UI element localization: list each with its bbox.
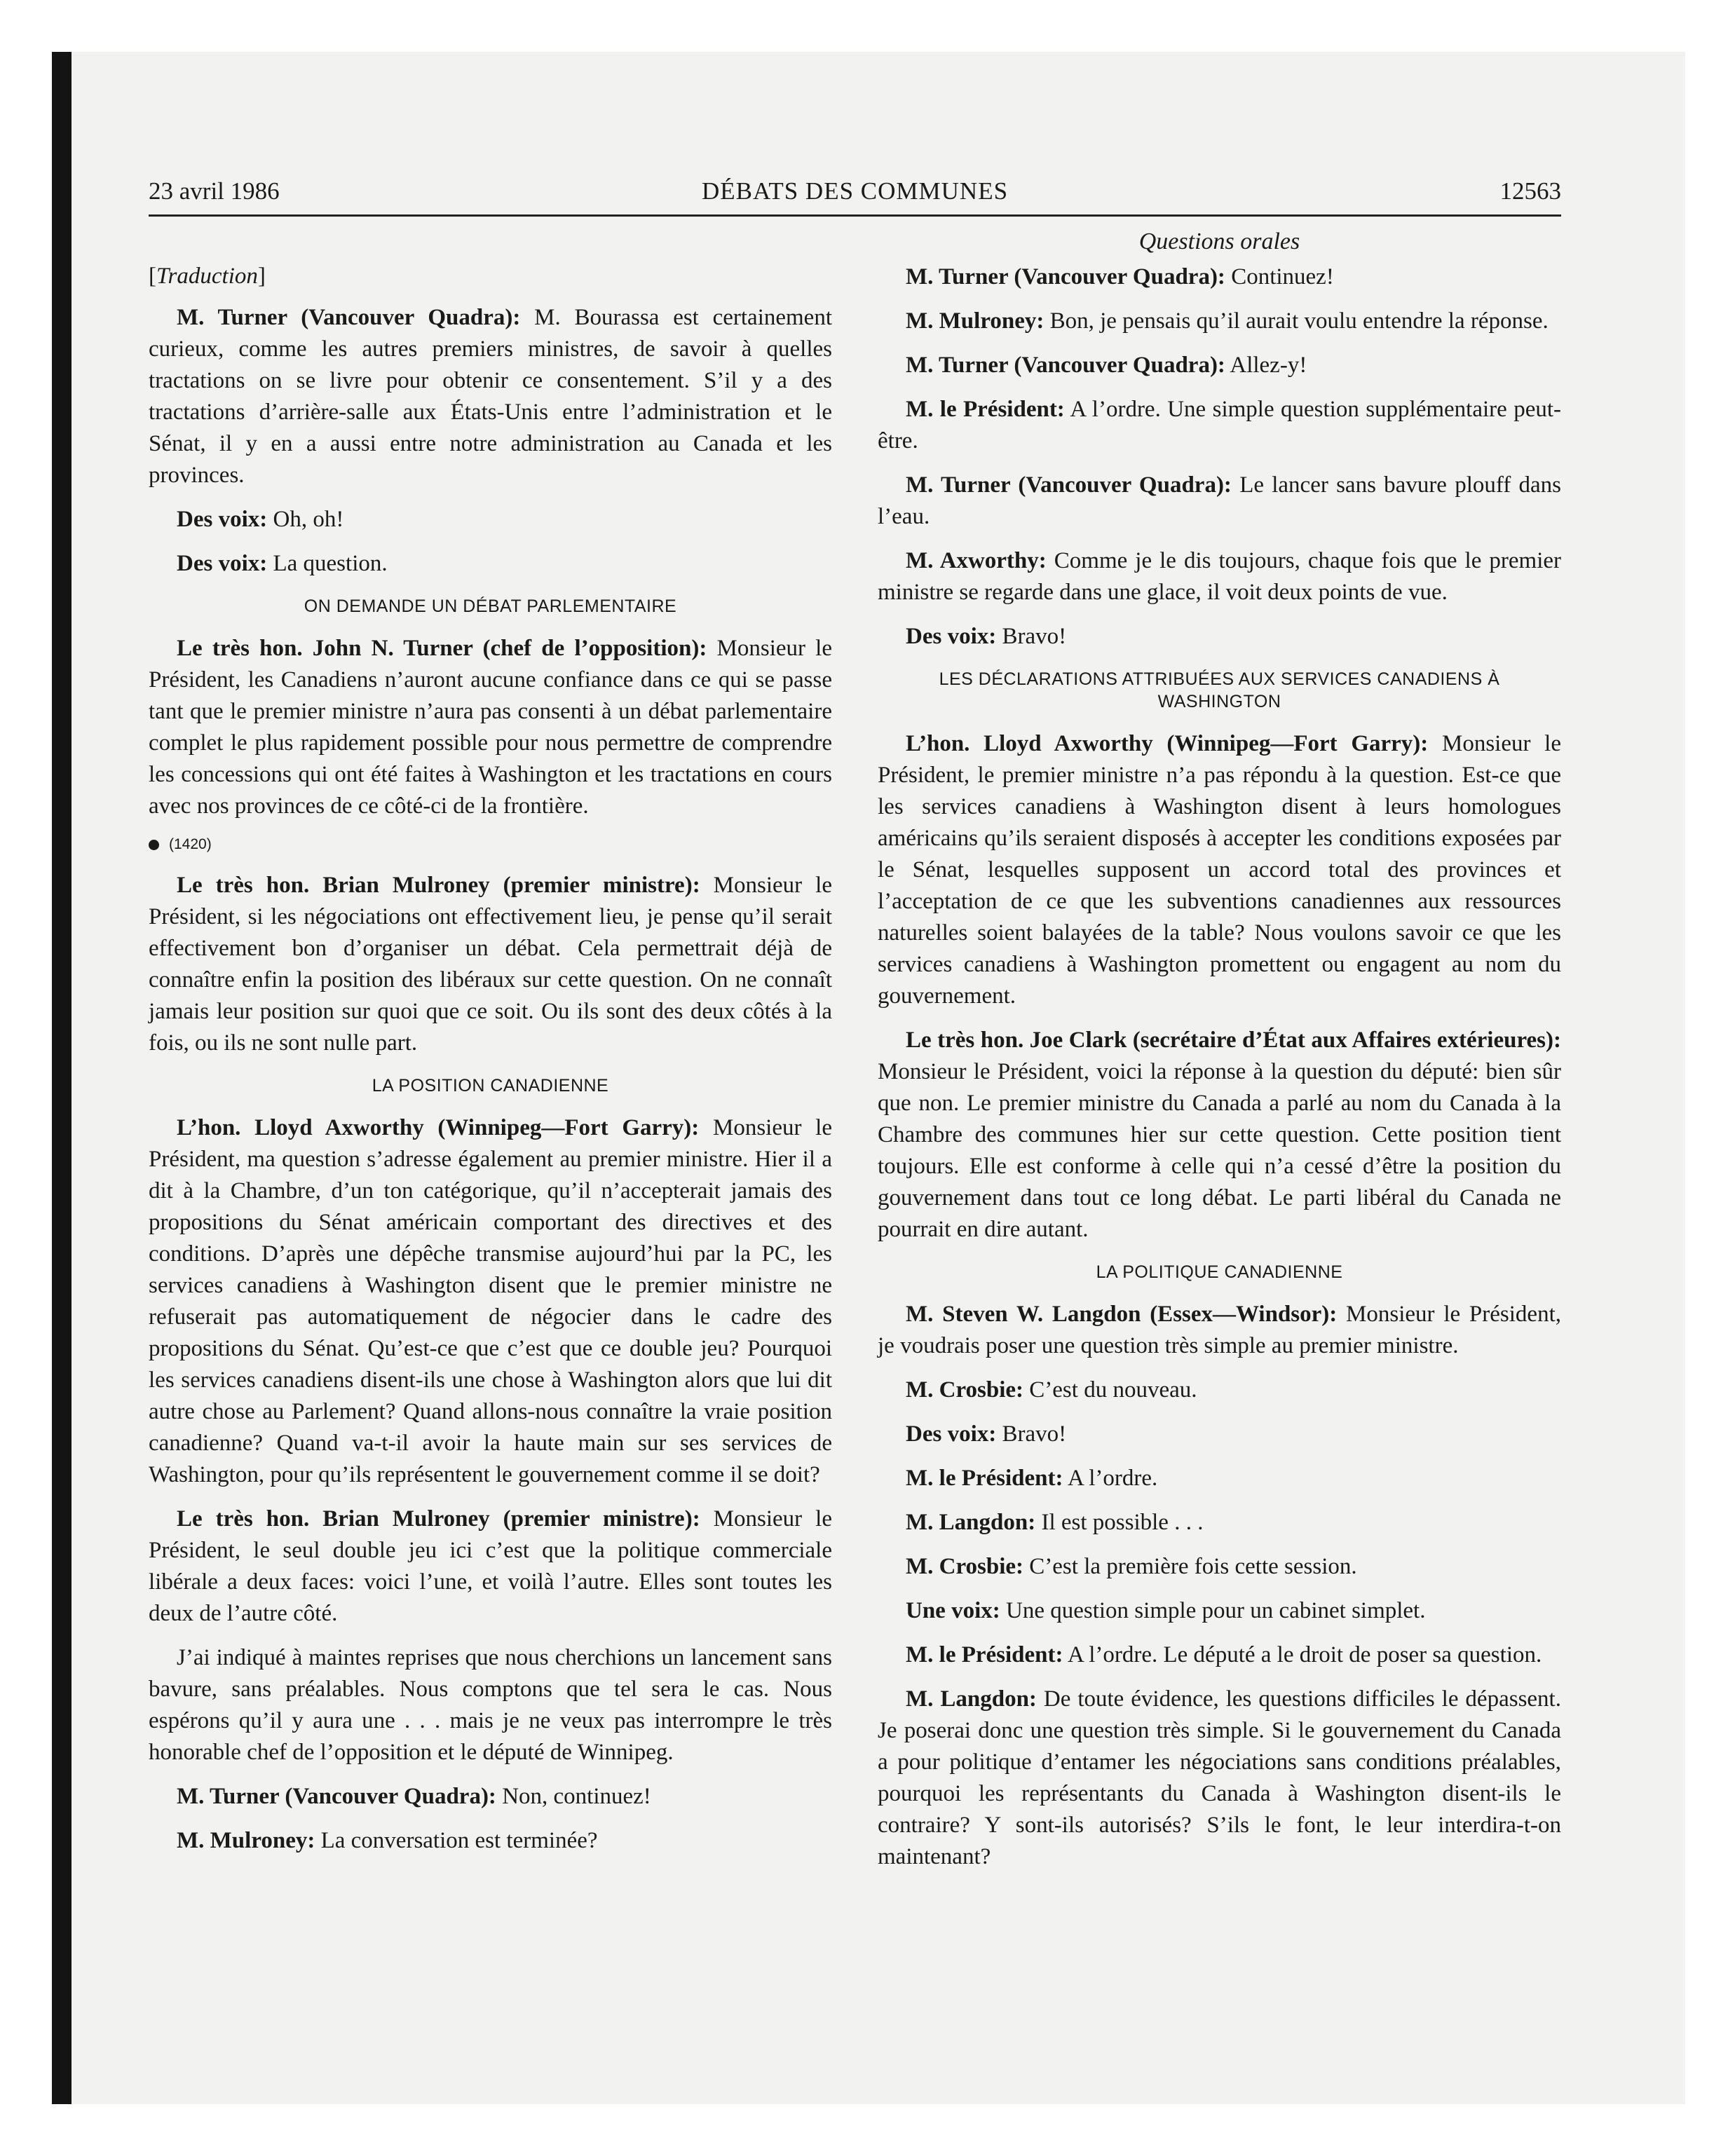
speaker-name: Une voix: [906, 1598, 1000, 1623]
speaker-name: M. Axworthy: [906, 548, 1047, 573]
speaker-name: M. Langdon: [906, 1510, 1036, 1535]
paragraph [878, 1374, 1561, 1406]
paragraph [878, 470, 1561, 533]
speaker-name: Des voix: [906, 624, 997, 649]
left-column [149, 226, 832, 1869]
paragraph [878, 728, 1561, 1012]
speech-text: Monsieur le Président, les Canadiens n’auront aucune confiance dans ce qui se passe tant que le premier ministre n’aura pas consenti à un débat parlementaire complet le plus rapidement possible pour nous permettre de comprendre les concessions qui ont été faites à Washington et les tractations en cours avec nos provinces de ce côté-ci de la frontière. [149, 636, 832, 819]
speech-text: Allez-y! [1225, 353, 1307, 378]
speech-text: Non, continuez! [496, 1784, 651, 1809]
speaker-name: L’hon. Lloyd Axworthy (Winnipeg—Fort Garry): [177, 1115, 700, 1140]
section-title: ON DEMANDE UN DÉBAT PARLEMENTAIRE [304, 596, 677, 616]
speaker-name: Le très hon. Brian Mulroney (premier ministre): [177, 873, 700, 898]
section-title: LES DÉCLARATIONS ATTRIBUÉES AUX SERVICES CANADIENS À WASHINGTON [939, 669, 1500, 711]
speaker-name: M. le Président: [906, 1642, 1063, 1667]
header-date: 23 avril 1986 [149, 177, 280, 205]
speech-text: Monsieur le Président, je voudrais poser une question très simple au premier ministre. [878, 1302, 1561, 1358]
page-header [149, 174, 1561, 217]
speaker-name: M. Turner (Vancouver Quadra): [177, 305, 521, 330]
paragraph [878, 1463, 1561, 1494]
speech-text: Bon, je pensais qu’il aurait voulu entendre la réponse. [1044, 308, 1549, 334]
paragraph [878, 1684, 1561, 1873]
speaker-name: M. Turner (Vancouver Quadra): [906, 264, 1225, 289]
speech-text: M. Bourassa est certainement curieux, comme les autres premiers ministres, de savoir à quelles tractations on se livre pour obtenir ce consentement. S’il y a des tractations d’arrière-salle aux États-Unis entre l’administration et le Sénat, il y en a aussi entre notre administration au Canada et les provinces. [149, 305, 832, 488]
speech-text: Il est possible . . . [1035, 1510, 1204, 1535]
speaker-name: M. Steven W. Langdon (Essex—Windsor): [906, 1302, 1338, 1327]
paragraph [149, 548, 832, 580]
speaker-name: M. Crosbie: [906, 1377, 1024, 1403]
paragraph [878, 1595, 1561, 1627]
speech-text: Monsieur le Président, si les négociations ont effectivement lieu, je pense qu’il serait effectivement bon d’organiser un débat. Cela permettrait déjà de connaître enfin la position des libéraux sur cette question. On ne connaît jamais leur position sur quoi que ce soit. Ou ils sont des deux côtés à la fois, ou ils ne sont nulle part. [149, 873, 832, 1056]
speech-text: C’est la première fois cette session. [1023, 1554, 1357, 1579]
header-title: DÉBATS DES COMMUNES [701, 177, 1009, 205]
speaker-name: M. Crosbie: [906, 1554, 1024, 1579]
speech-text: J’ai indiqué à maintes reprises que nous cherchions un lancement sans bavure, sans préalables. Nous comptons que tel sera le cas. Nous espérons qu’il y aura une . . . mais je ne veux pas interrompre le très honorable chef de l’opposition et le député de Winnipeg. [149, 1645, 832, 1765]
timestamp [149, 835, 832, 854]
paragraph [149, 302, 832, 491]
timestamp-text: (1420) [169, 836, 212, 852]
running-head: Questions orales [1138, 228, 1300, 254]
speech-text: Une question simple pour un cabinet simplet. [1000, 1598, 1426, 1623]
speech-text: A l’ordre. Une simple question supplémentaire peut-être. [878, 397, 1562, 453]
speaker-name: M. Mulroney: [906, 308, 1045, 334]
speech-text: Monsieur le Président, ma question s’adresse également au premier ministre. Hier il a dit à la Chambre, d’un ton catégorique, qu’il n’accepterait jamais des propositions du Sénat américain comportant des directives et des conditions. D’après une dépêche transmise aujourd’hui par la PC, les services canadiens à Washington disent que le premier ministre ne refuserait pas automatiquement de négocier dans le cadre des propositions du Sénat. Qu’est-ce que c’est que ce double jeu? Pourquoi les services canadiens disent-ils une chose à Washington alors que lui dit autre chose au Parlement? Quand allons-nous connaître la vraie position canadienne? Quand va-t-il avoir la haute main sur ses services de Washington, pour qu’ils représentent le gouvernement comme il se doit? [149, 1115, 832, 1487]
speech-text: A l’ordre. Le député a le droit de poser sa question. [1063, 1642, 1542, 1667]
speaker-name: M. Turner (Vancouver Quadra): [906, 353, 1225, 378]
paragraph [878, 545, 1561, 608]
paragraph [149, 1825, 832, 1857]
paragraph [878, 1025, 1561, 1246]
speech-text: La conversation est terminée? [315, 1828, 598, 1853]
speech-text: C’est du nouveau. [1023, 1377, 1197, 1403]
speech-text: Monsieur le Président, le premier ministre n’a pas répondu à la question. Est-ce que les services canadiens à Washington disent à leurs homologues américains qu’ils seraient disposés à accepter les conditions exposées par le Sénat, lesquelles supposent un accord total des provinces et l’acceptation de ce que les subventions canadiennes aux ressources naturelles soient balayées de la table? Nous voulons savoir ce que les services canadiens à Washington promettent ou engagent au nom du gouvernement. [878, 731, 1561, 1009]
bullet-icon [149, 840, 159, 850]
speaker-name: Des voix: [177, 551, 268, 576]
speaker-name: Le très hon. John N. Turner (chef de l’opposition): [177, 636, 707, 661]
translation-note: [Traduction] [149, 264, 266, 289]
speaker-name: Le très hon. Brian Mulroney (premier ministre): [177, 1506, 700, 1531]
paragraph [149, 633, 832, 822]
right-column [878, 226, 1561, 1885]
speaker-name: M. Turner (Vancouver Quadra): [906, 472, 1232, 498]
speech-text: La question. [267, 551, 388, 576]
section-title: LA POLITIQUE CANADIENNE [1096, 1262, 1343, 1282]
paragraph [878, 1639, 1561, 1671]
speech-text: Monsieur le Président, voici la réponse à la question du député: bien sûr que non. Le premier ministre du Canada a parlé au nom du Canada à la Chambre des communes hier sur cette question. Cette position tient toujours. Elle est conforme à celle qui n’a cessé d’être la position du gouvernement dans tout ce long débat. Le parti libéral du Canada ne pourrait en dire autant. [878, 1059, 1561, 1242]
speech-text: Continuez! [1225, 264, 1334, 289]
speech-text: Monsieur le Président, le seul double jeu ici c’est que la politique commerciale libérale a deux faces: voici l’une, et voilà l’autre. Elles sont toutes les deux de l’autre côté. [149, 1506, 832, 1626]
speech-text: Oh, oh! [267, 507, 344, 532]
speaker-name: M. Turner (Vancouver Quadra): [177, 1784, 496, 1809]
speaker-name: Des voix: [906, 1421, 997, 1447]
paragraph [149, 1503, 832, 1630]
paragraph [878, 1507, 1561, 1538]
paragraph [149, 1781, 832, 1813]
speaker-name: M. Langdon: [906, 1686, 1037, 1712]
paragraph [149, 870, 832, 1059]
paragraph [149, 1642, 832, 1768]
paragraph [149, 504, 832, 535]
speech-text: Bravo! [996, 624, 1067, 649]
speaker-name: L’hon. Lloyd Axworthy (Winnipeg—Fort Garry): [906, 731, 1429, 756]
header-page-number: 12563 [1499, 177, 1561, 205]
speech-text: De toute évidence, les questions difficiles le dépassent. Je poserai donc une question très simple. Si le gouvernement du Canada a pour politique d’entamer les négociations sans conditions préalables, pourquoi les représentants du Canada à Washington disent-ils le contraire? Y sont-ils autorisés? S’ils le font, le leur interdira-t-on maintenant? [878, 1686, 1561, 1869]
speech-text: Comme je le dis toujours, chaque fois que le premier ministre se regarde dans une glace, il voit deux points de vue. [878, 548, 1562, 605]
section-title: LA POSITION CANADIENNE [372, 1076, 609, 1096]
paragraph [878, 1551, 1561, 1583]
paragraph [878, 621, 1561, 653]
speaker-name: M. le Président: [906, 397, 1065, 422]
scan-edge [52, 52, 72, 2104]
speaker-name: M. Mulroney: [177, 1828, 315, 1853]
paragraph [878, 1299, 1561, 1362]
speech-text: Le lancer sans bavure plouff dans l’eau. [878, 472, 1561, 529]
paragraph [149, 1112, 832, 1491]
speech-text: Bravo! [996, 1421, 1067, 1447]
paragraph [878, 350, 1561, 381]
paragraph [878, 1419, 1561, 1450]
speech-text: A l’ordre. [1063, 1466, 1158, 1491]
paragraph [878, 261, 1561, 293]
paragraph [878, 306, 1561, 337]
speaker-name: Le très hon. Joe Clark (secrétaire d’État aux Affaires extérieures): [906, 1028, 1561, 1053]
speaker-name: Des voix: [177, 507, 268, 532]
paragraph [878, 394, 1561, 457]
speaker-name: M. le Président: [906, 1466, 1063, 1491]
